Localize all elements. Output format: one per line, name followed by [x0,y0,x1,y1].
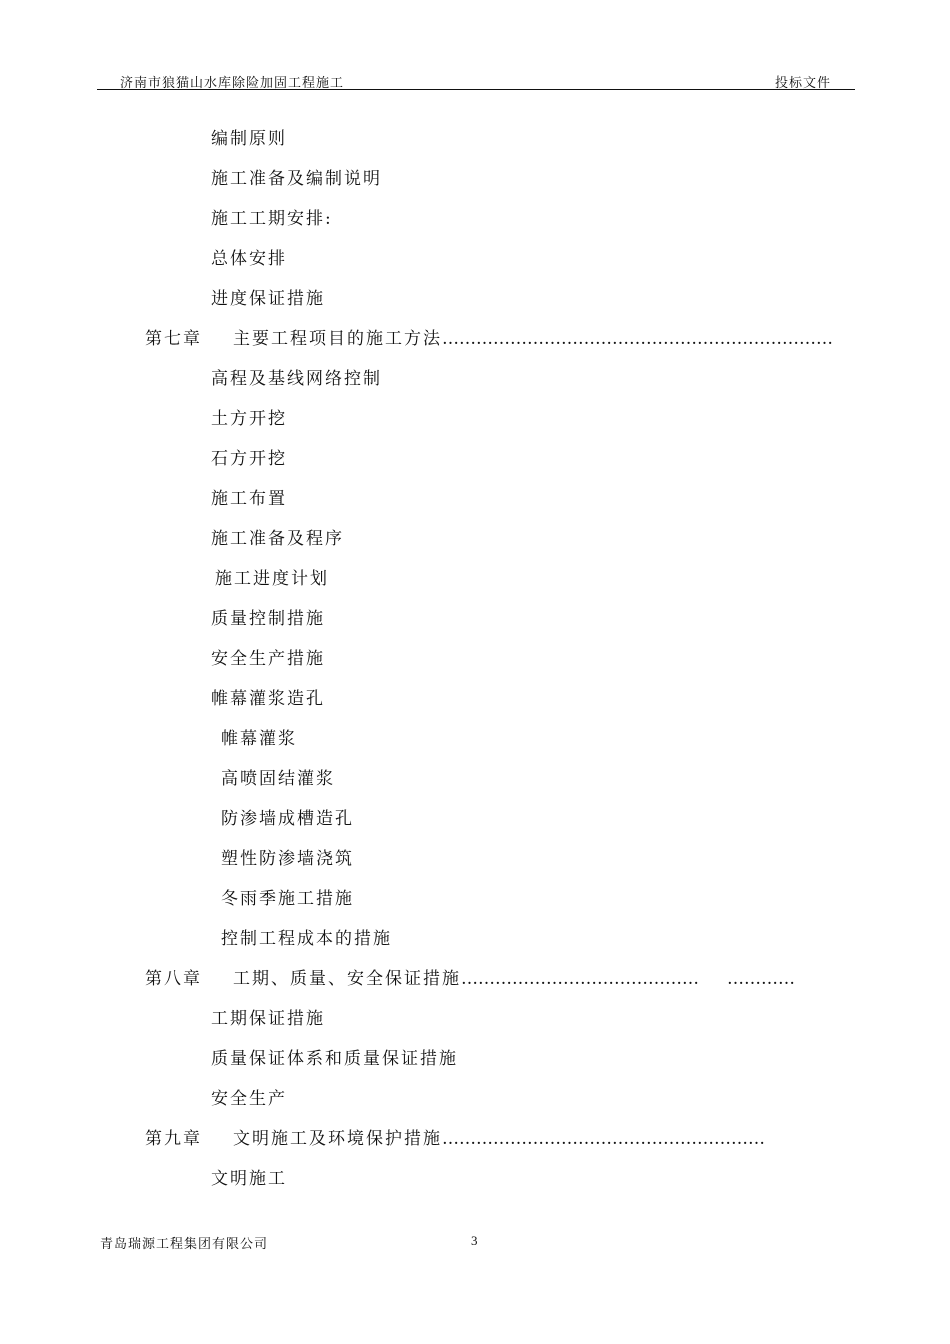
toc-item: 质量保证体系和质量保证措施 [211,1049,458,1069]
toc-item: 安全生产措施 [211,649,325,669]
toc-item: 施工布置 [211,489,287,509]
header-divider [97,89,855,90]
header-doc-type: 投标文件 [775,76,832,91]
toc-item: 施工进度计划 [215,569,329,589]
toc-item: 安全生产 [211,1089,287,1109]
toc-item: 帷幕灌浆造孔 [211,689,325,709]
toc-item: 文明施工 [211,1169,287,1189]
chapter-number: 第九章 [145,1129,202,1149]
dot-leader-tail: ………… [727,969,795,989]
toc-item: 施工准备及程序 [211,529,344,549]
toc-item: 石方开挖 [211,449,287,469]
toc-item: 土方开挖 [211,409,287,429]
chapter-number: 第七章 [145,329,202,349]
chapter-number: 第八章 [145,969,202,989]
toc-item: 高喷固结灌浆 [221,769,335,789]
dot-leader: …………………………………… [461,969,699,989]
page-number: 3 [471,1233,478,1248]
toc-item: 控制工程成本的措施 [221,929,392,949]
header-title: 济南市狼猫山水库除险加固工程施工 [120,76,345,91]
chapter-title: 主要工程项目的施工方法 [233,329,442,349]
toc-item: 帷幕灌浆 [221,729,297,749]
chapter-title: 文明施工及环境保护措施 [233,1129,442,1149]
toc-chapter-7 [145,328,833,350]
toc-item: 工期保证措施 [211,1009,325,1029]
toc-item: 高程及基线网络控制 [211,369,382,389]
toc-chapter-9 [145,1128,765,1150]
toc-item: 编制原则 [211,129,287,149]
toc-chapter-8 [145,968,795,990]
toc-item: 施工准备及编制说明 [211,169,382,189]
dot-leader: ………………………………………………… [442,1129,765,1149]
toc-item: 质量控制措施 [211,609,325,629]
dot-leader: …………………………………………………………… [442,329,833,349]
toc-item: 塑性防渗墙浇筑 [221,849,354,869]
toc-item: 冬雨季施工措施 [221,889,354,909]
toc-item: 总体安排 [211,249,287,269]
chapter-title: 工期、质量、安全保证措施 [233,969,461,989]
toc-item: 进度保证措施 [211,289,325,309]
footer-company: 青岛瑞源工程集团有限公司 [100,1237,269,1252]
toc-item: 防渗墙成槽造孔 [221,809,354,829]
toc-item: 施工工期安排: [211,209,333,229]
